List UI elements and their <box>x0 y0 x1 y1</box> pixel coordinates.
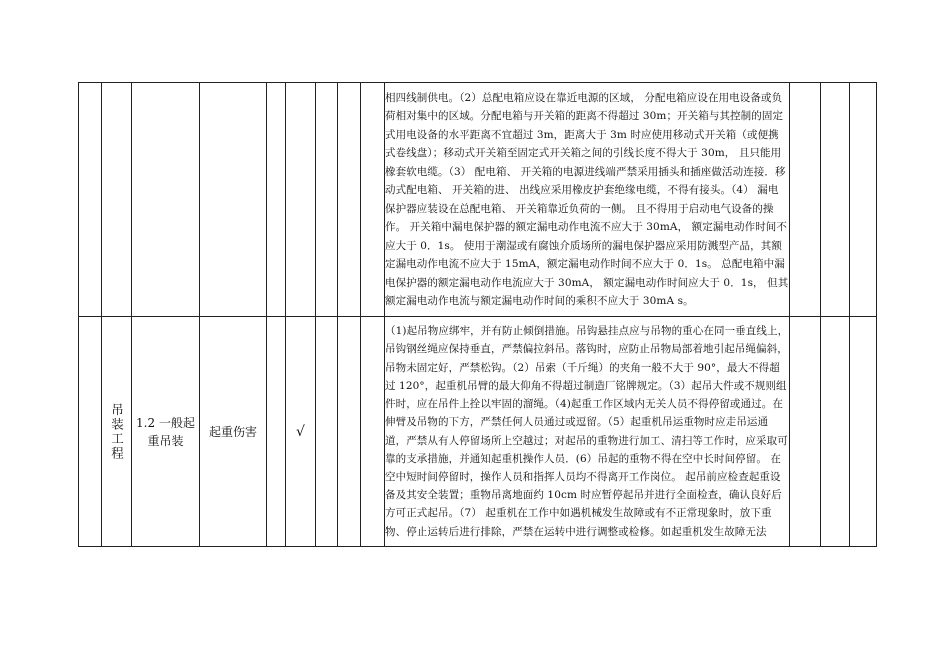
risk-measures-table <box>78 82 877 547</box>
hazard-cell <box>200 83 267 317</box>
work-type-cell <box>102 83 132 317</box>
measures-cell <box>385 317 790 547</box>
work-type-label: 吊装工程 <box>109 402 125 461</box>
cell <box>790 83 821 317</box>
cell <box>790 317 821 547</box>
cell <box>338 83 361 317</box>
measures-text: （1)起吊物应绑牢，并有防止倾倒措施。吊钩悬挂点应与吊物的重心在同一垂直线上，吊钩钢丝绳应保持垂直，严禁偏拉斜吊。落钩时，应防止吊物局部着地引起吊绳偏斜，吊物未固定好，严禁松钩。（2）吊索（千斤绳）的夹角一般不大于 90°，最大不得超过 120°，起重机吊臂的最大仰角不得超过制造厂铭牌规定。（3）起吊大件或不规则组件时，应在吊件上拴以牢固的溜绳。（4)起重工作区域内无关人员不得停留或通过。在伸臂及吊物的下方，严禁任何人员通过或逗留。（5）起重机吊运重物时应走吊运通道，严禁从有人停留场所上空越过；对起吊的重物进行加工、清扫等工作时，应采取可靠的支承措施，并通知起重机操作人员．(6）吊起的重物不得在空中长时间停留。 在空中短时间停留时，操作人员和指挥人员均不得离开工作岗位。 起吊前应检查起重设备及其安全装置；重物吊离地面约 10cm 时应暂停起吊并进行全面检查，确认良好后方可正式起吊。（7） 起重机在工作中如遇机械发生故障或有不正常现象时，放下重物、停止运转后进行排除，严禁在运转中进行调整或检修。如起重机发生故障无法 <box>385 325 789 538</box>
cell <box>361 317 385 547</box>
category-cell <box>132 83 200 317</box>
cell <box>850 317 877 547</box>
cell <box>850 83 877 317</box>
check-mark: √ <box>296 423 305 440</box>
category-label: 1.2 一般起重吊装 <box>136 415 195 448</box>
cell <box>316 83 338 317</box>
category-cell <box>132 317 200 547</box>
cell <box>821 317 850 547</box>
check-cell <box>286 83 316 317</box>
table-row <box>79 317 877 547</box>
cell <box>361 83 385 317</box>
table-row <box>79 83 877 317</box>
measures-cell <box>385 83 790 317</box>
cell <box>267 317 286 547</box>
check-cell <box>286 317 316 547</box>
cell <box>79 83 102 317</box>
cell <box>821 83 850 317</box>
hazard-label: 起重伤害 <box>208 425 257 439</box>
cell <box>316 317 338 547</box>
measures-text: 相四线制供电。（2）总配电箱应设在靠近电源的区域， 分配电箱应设在用电设备或负荷相对集中的区域。分配电箱与开关箱的距离不得超过 30m；开关箱与其控制的固定式用电设备的水平距离不宜超过 3m，距离大于 3m 时应使用移动式开关箱（或便携式卷线盘）；移动式开关箱至固定式开关箱之间的引线长度不得大于 30m， 且只能用橡套软电缆。（3） 配电箱、 开关箱的电源进线端严禁采用插头和插座做活动连接．移动式配电箱、 开关箱的进、 出线应采用橡皮护套绝缘电缆，不得有接头。（4） 漏电保护器应装设在总配电箱、 开关箱靠近负荷的一侧。 且不得用于启动电气设备的操作。 开关箱中漏电保护器的额定漏电动作电流不应大于 30mA， 额定漏电动作时间不应大于 0．1s。 使用于潮湿或有腐蚀介质场所的漏电保护器应采用防溅型产品，其额定漏电动作电流不应大于 15mA，额定漏电动作时间不应大于 0．1s。 总配电箱中漏电保护器的额定漏电动作电流应大于 30mA， 额定漏电动作时间应大于 0．1s， 但其额定漏电动作电流与额定漏电动作时间的乘积不应大于 30mA s。 <box>385 91 789 307</box>
cell <box>338 317 361 547</box>
hazard-cell <box>200 317 267 547</box>
work-type-cell <box>102 317 132 547</box>
cell <box>267 83 286 317</box>
cell <box>79 317 102 547</box>
